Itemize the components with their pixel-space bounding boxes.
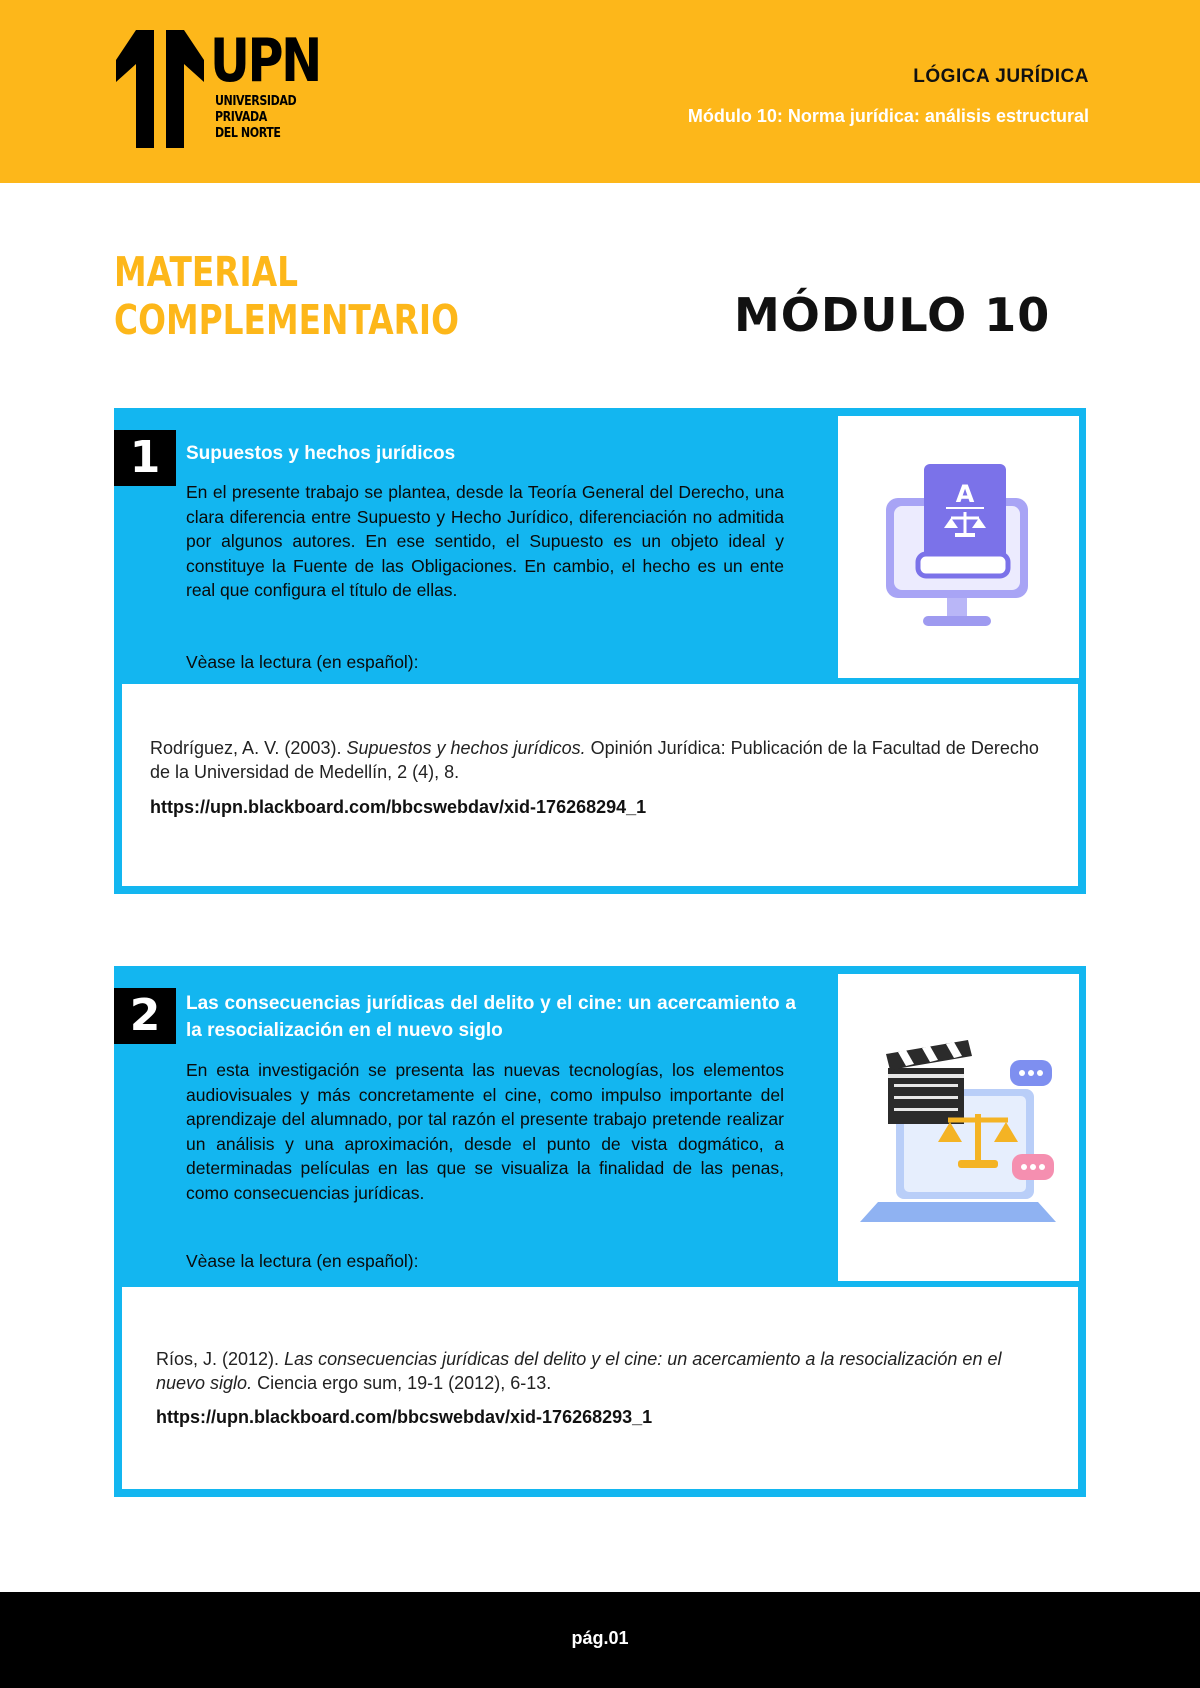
card-title: Las consecuencias jurídicas del delito y el cine: un acercamiento a la resocialización en el nuevo siglo	[186, 993, 796, 1041]
resource-card-1	[114, 408, 1086, 894]
card-illustration	[838, 974, 1079, 1281]
card-number-badge: 1	[114, 430, 176, 486]
module-number-title: MÓDULO 10	[734, 288, 1051, 342]
page-footer	[0, 1592, 1200, 1688]
logo-subtitle: UNIVERSIDAD PRIVADA DEL NORTE	[215, 94, 297, 141]
module-subtitle: Módulo 10: Norma jurídica: análisis estructural	[687, 106, 1089, 126]
card-description: En el presente trabajo se plantea, desde la Teoría General del Derecho, una clara diferencia entre Supuesto y Hecho Jurídico, diferenciación no admitida por algunos autores. En ese sentido, el Supuesto es un objeto ideal y constituye la Fuente de las Obligaciones. En cambio, el hecho es un ente real que configura el título de ellas.	[186, 482, 784, 600]
upn-arrow-logo-icon	[114, 30, 206, 148]
card-number-badge: 2	[114, 988, 176, 1044]
reference-box	[122, 1287, 1078, 1489]
logo-wordmark: UPN	[210, 26, 320, 96]
law-book-monitor-icon	[838, 416, 1079, 678]
card-see-reading: Vèase la lectura (en español):	[186, 1251, 419, 1271]
resource-card-2	[114, 966, 1086, 1497]
reference-citation: Ríos, J. (2012). Las consecuencias jurídicas del delito y el cine: un acercamiento a la resocialización en el nuevo siglo. Ciencia ergo sum, 19-1 (2012), 6-13.	[156, 1349, 1002, 1393]
clapperboard-laptop-scales-icon	[838, 974, 1079, 1281]
card-title: Supuestos y hechos jurídicos	[186, 443, 456, 464]
reference-citation: Rodríguez, A. V. (2003). Supuestos y hechos jurídicos. Opinión Jurídica: Publicación de la Facultad de Derecho de la Universidad de Medellín, 2 (4), 8.	[150, 738, 1039, 782]
card-description: En esta investigación se presenta las nuevas tecnologías, los elementos audiovisuales y más concretamente el cine, como impulso importante del aprendizaje del alumnado, por tal razón el presente trabajo pretende realizar un análisis y una aproximación, desde el punto de vista dogmático, a determinadas películas en las que se visualiza la finalidad de las penas, como consecuencias jurídicas.	[186, 1060, 784, 1203]
svg-text:A: A	[955, 480, 975, 508]
card-see-reading: Vèase la lectura (en español):	[186, 652, 419, 672]
reference-link[interactable]: https://upn.blackboard.com/bbcswebdav/xid-176268294_1	[150, 797, 647, 817]
card-illustration	[838, 416, 1079, 678]
page-header	[0, 0, 1200, 183]
reference-link[interactable]: https://upn.blackboard.com/bbcswebdav/xid-176268293_1	[156, 1407, 653, 1427]
course-title: LÓGICA JURÍDICA	[913, 66, 1089, 87]
upn-logo	[114, 26, 320, 150]
page-number: pág.01	[571, 1628, 629, 1648]
material-title: MATERIAL COMPLEMENTARIO	[114, 248, 459, 344]
reference-box	[122, 684, 1078, 886]
